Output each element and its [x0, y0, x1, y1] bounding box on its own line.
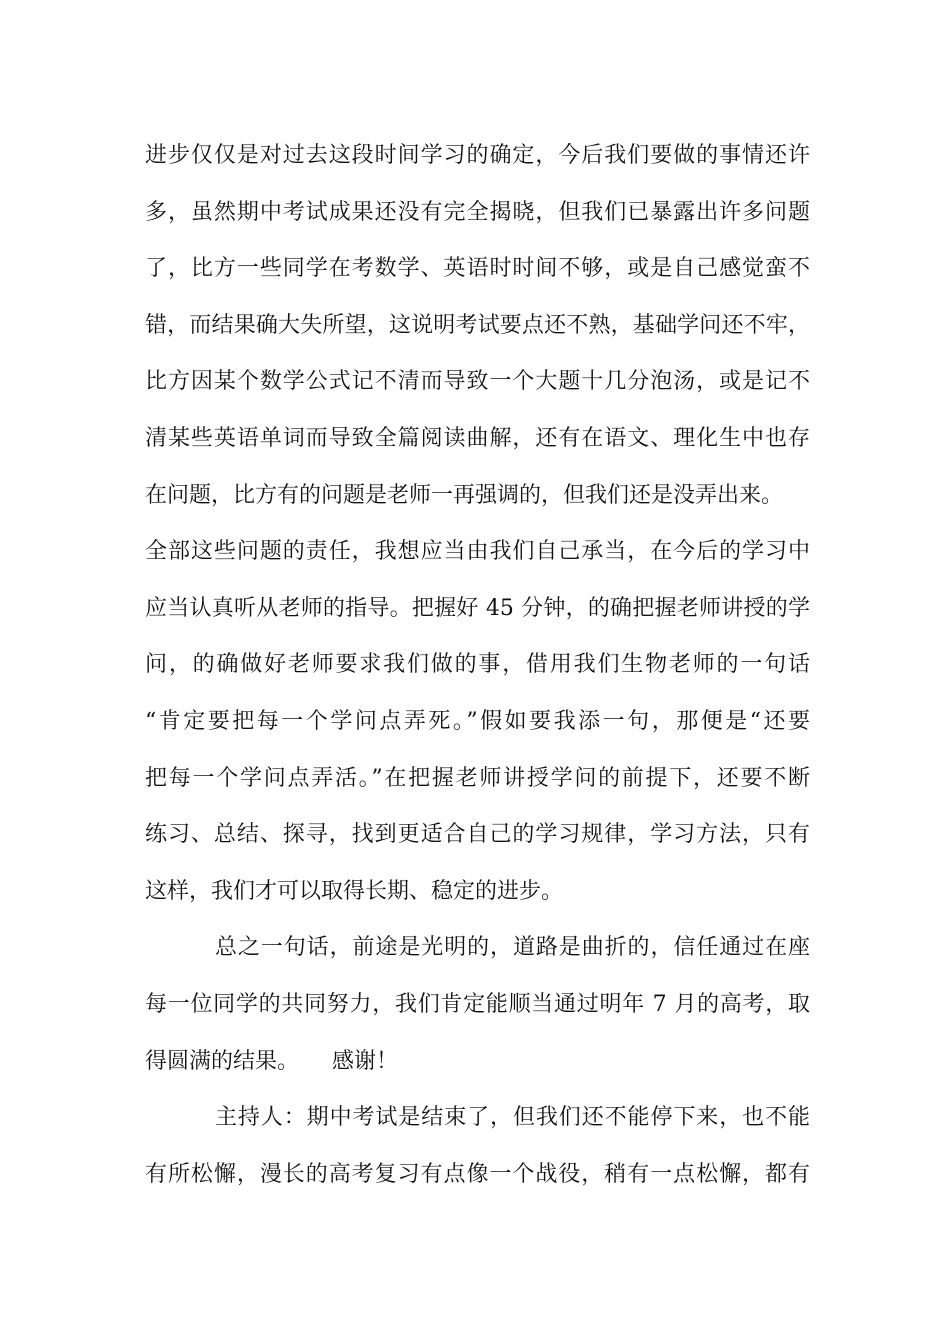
- paragraph-first-line: 主持人：期中考试是结束了，但我们还不能停下来，也不能: [215, 1105, 810, 1131]
- text-line: 把每一个学问点弄活。”在把握老师讲授学问的前提下，还要不断: [145, 765, 810, 791]
- text-line: 问，的确做好老师要求我们做的事，借用我们生物老师的一句话: [145, 652, 810, 678]
- text-line: 了，比方一些同学在考数学、英语时时间不够，或是自己感觉蛮不: [145, 256, 810, 282]
- text-line: 练习、总结、探寻，找到更适合自己的学习规律，学习方法，只有: [145, 822, 810, 848]
- text-line: 这样，我们才可以取得长期、稳定的进步。: [145, 878, 564, 904]
- text-line: “肯定要把每一个学问点弄死。”假如要我添一句，那便是“还要: [145, 708, 810, 734]
- text-line: 比方因某个数学公式记不清而导致一个大题十几分泡汤，或是记不: [145, 369, 810, 395]
- text-line: 全部这些问题的责任，我想应当由我们自己承当，在今后的学习中: [145, 539, 810, 565]
- paragraph-first-line: 总之一句话，前途是光明的，道路是曲折的，信任通过在座: [215, 935, 810, 961]
- text-line: 进步仅仅是对过去这段时间学习的确定，今后我们要做的事情还许: [145, 143, 810, 168]
- text-line: 错，而结果确大失所望，这说明考试要点还不熟，基础学问还不牢，: [145, 312, 810, 338]
- text-line: 每一位同学的共同努力，我们肯定能顺当通过明年 7 月的高考，取: [145, 991, 810, 1017]
- text-line: 在问题，比方有的问题是老师一再强调的，但我们还是没弄出来。: [145, 482, 784, 508]
- text-line: 多，虽然期中考试成果还没有完全揭晓，但我们已暴露出许多问题: [145, 199, 810, 225]
- text-line: 得圆满的结果。 感谢！: [145, 1048, 399, 1074]
- text-line: 有所松懈，漫长的高考复习有点像一个战役，稍有一点松懈，都有: [145, 1161, 810, 1187]
- text-line: 应当认真听从老师的指导。把握好 45 分钟，的确把握老师讲授的学: [145, 595, 810, 621]
- document-body: [145, 128, 810, 1203]
- text-line: 清某些英语单词而导致全篇阅读曲解，还有在语文、理化生中也存: [145, 425, 810, 451]
